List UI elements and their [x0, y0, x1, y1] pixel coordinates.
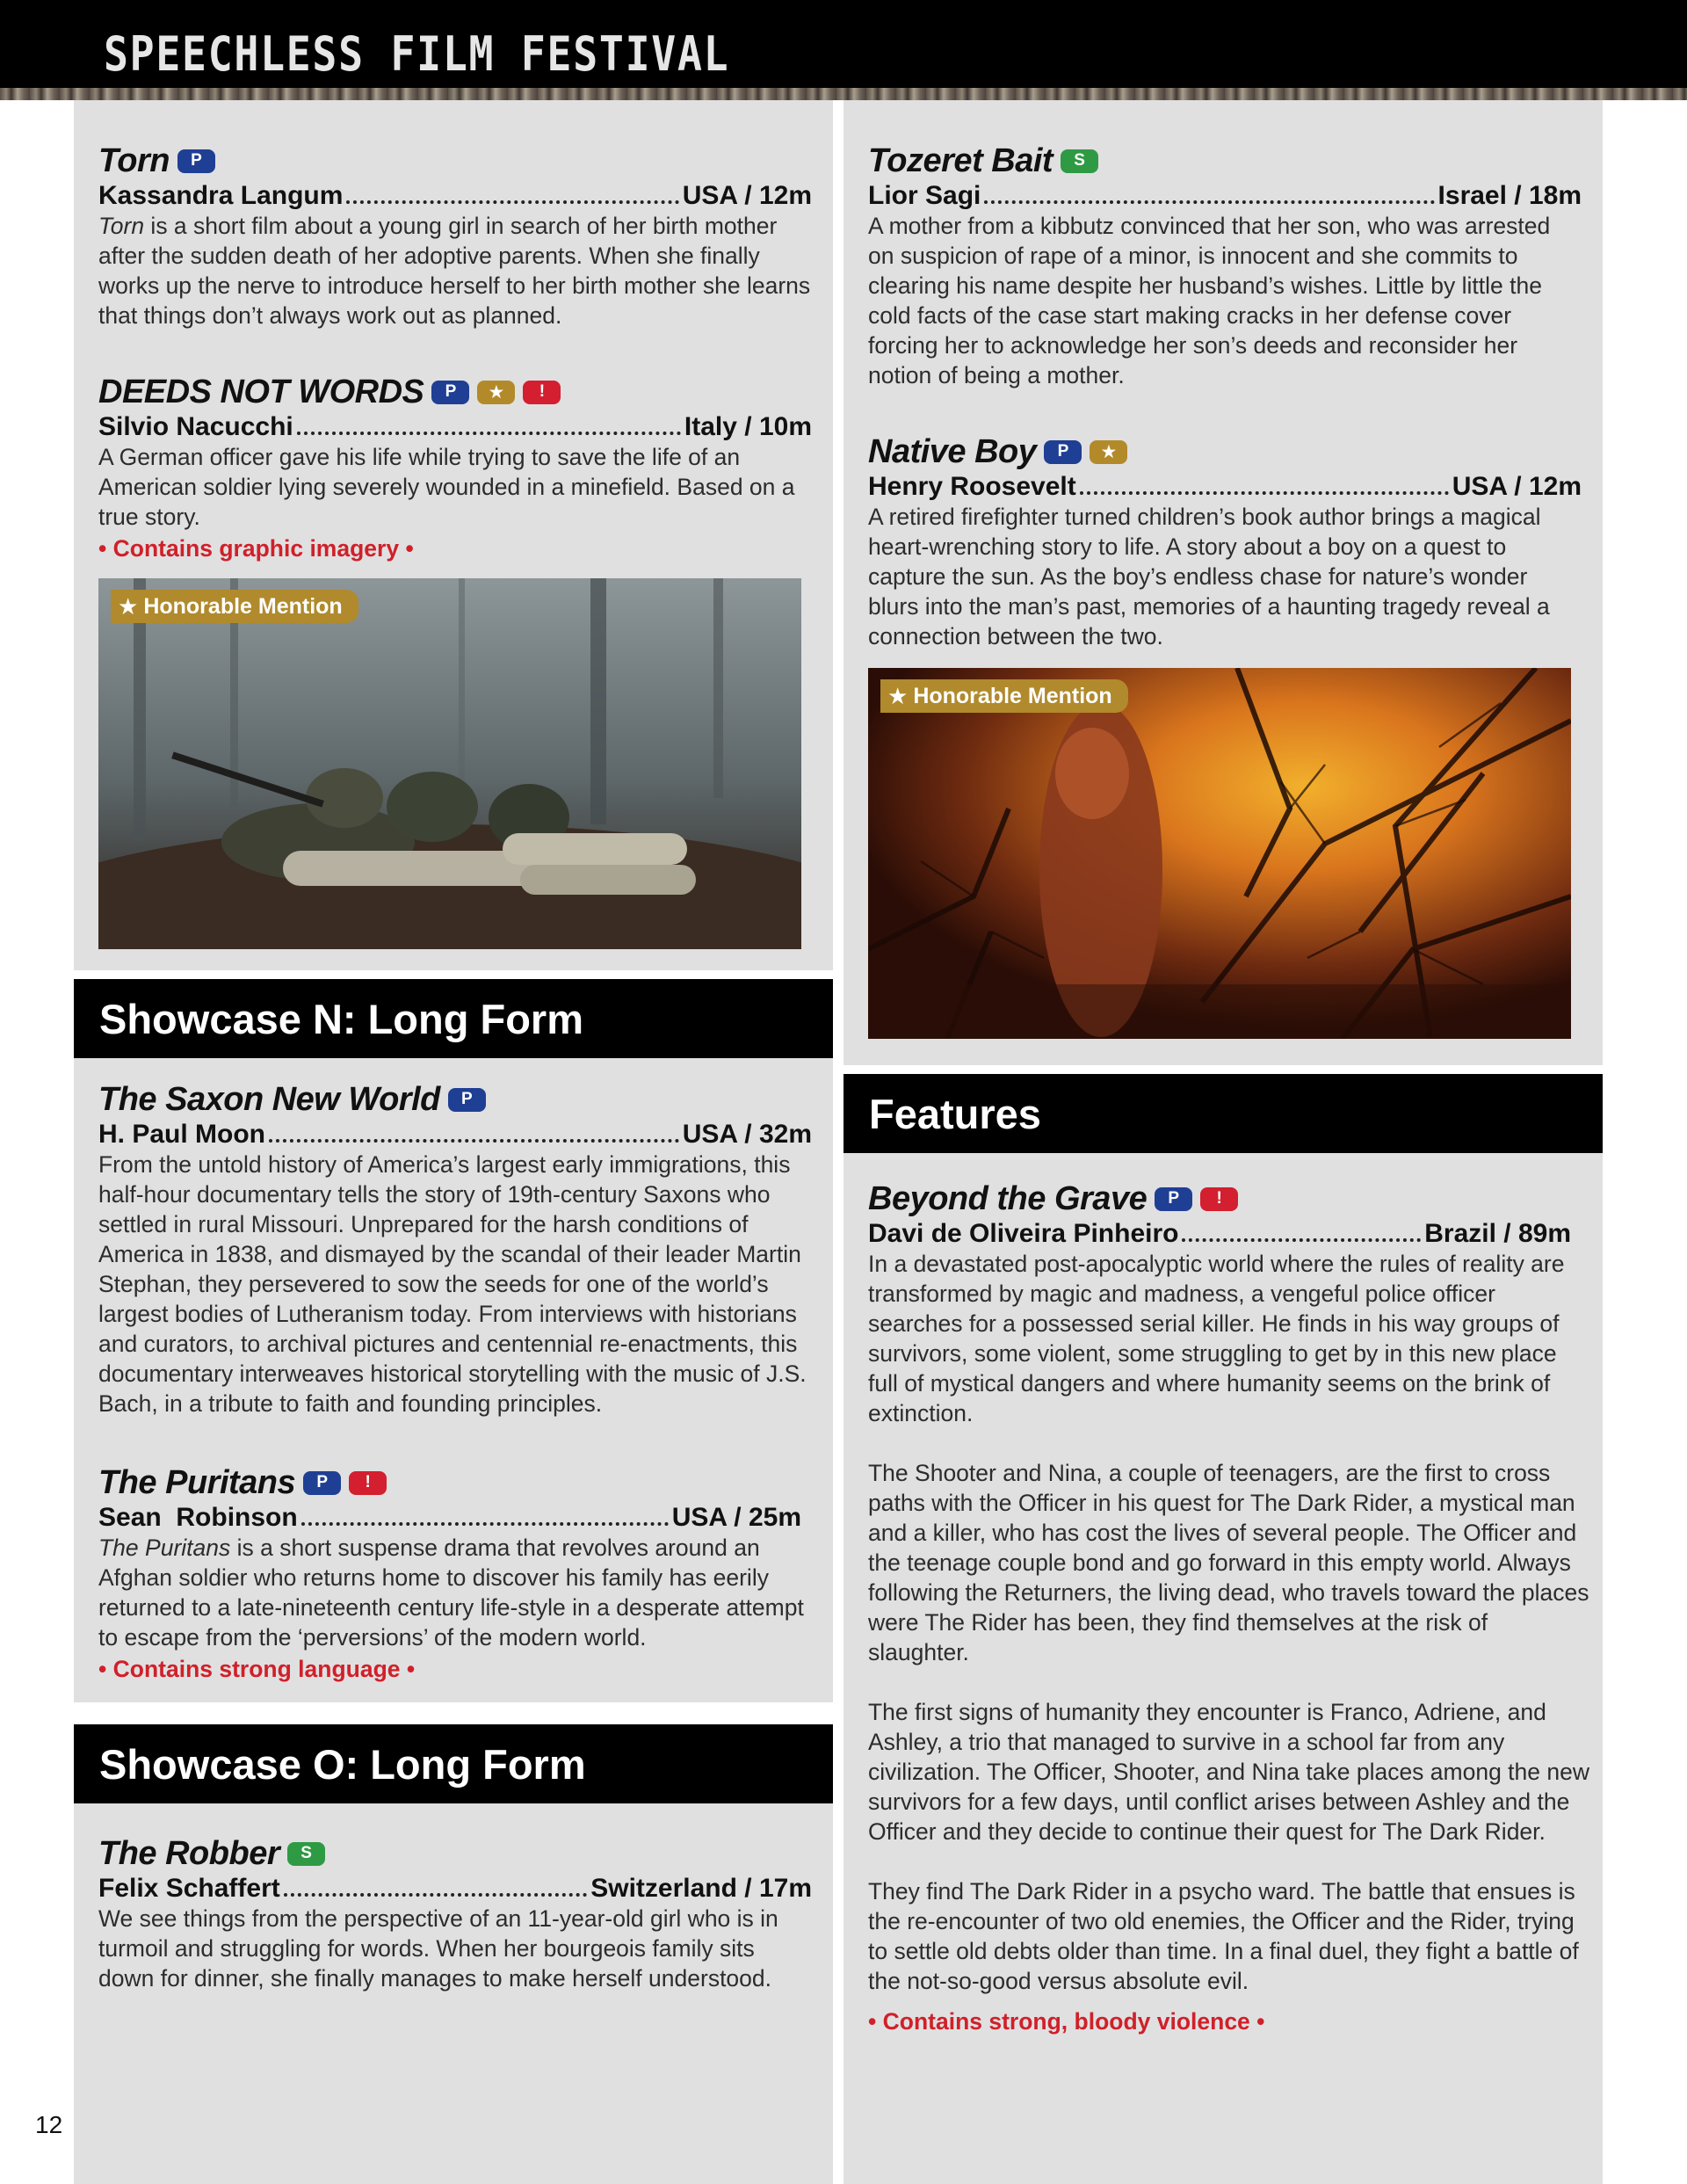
festival-title: SPEECHLESS FILM FESTIVAL [104, 26, 730, 82]
film-the-puritans [98, 1462, 821, 1684]
star-icon: ★ [118, 592, 139, 620]
honorable-mention-badge [880, 679, 1128, 713]
section-heading: Features [869, 1091, 1041, 1137]
country-runtime: Switzerland / 17m [590, 1874, 812, 1903]
film-description [98, 211, 812, 330]
dot-leader [346, 200, 678, 204]
film-description [98, 1533, 821, 1652]
description-text: is a short film about a young girl in search of her birth mother after the sudden death of her adoptive parents. When she finally works up the nerve to introduce herself to her birth mother she learns that things don’t always work out as planned. [98, 213, 811, 329]
film-title-row [868, 141, 1582, 181]
film-still-deeds-not-words [98, 578, 801, 949]
dot-leader [269, 1139, 679, 1143]
film-description: A mother from a kibbutz convinced that her son, who was arrested on suspicion of rape of a minor, is innocent and she commits to clearing his name despite her husband’s wishes. Little by little the cold facts of the case start making cracks in her defense cover forcing her to acknowledge her son’s deeds and reconsider her notion of being a mother. [868, 213, 1551, 388]
warning-icon: ! [1200, 1187, 1238, 1211]
premiere-badge: P [303, 1471, 341, 1495]
wood-texture-strip [0, 88, 1687, 100]
film-credit [98, 1120, 812, 1150]
film-credit [868, 1219, 1571, 1249]
star-icon: ★ [1090, 440, 1127, 464]
dot-leader [1182, 1238, 1421, 1242]
film-title: The Saxon New World [98, 1080, 440, 1118]
premiere-badge: P [177, 149, 215, 173]
dot-leader [284, 1893, 588, 1897]
film-title-row [98, 1462, 821, 1503]
star-icon: ★ [477, 381, 515, 404]
film-description-paragraph: The first signs of humanity they encounter is Franco, Adriene, and Ashley, a trio that managed to survive in a school far from any civilization. The Officer, Shooter, and Nina take places among the new survivors for a few days, until conflict arises between Ashley and the Officer and they decide to continue their quest for The Dark Rider. [868, 1699, 1589, 1845]
star-icon: ★ [887, 682, 909, 709]
premiere-badge: P [431, 381, 469, 404]
film-the-robber [98, 1833, 812, 1993]
dot-leader [301, 1522, 669, 1526]
film-title: Beyond the Grave [868, 1179, 1148, 1217]
film-title-inline: The Puritans [98, 1535, 231, 1561]
warning-icon: ! [523, 381, 561, 404]
film-description: A German officer gave his life while trying to save the life of an American soldier lying severely wounded in a minefield. Based on a true story. [98, 444, 795, 530]
film-beyond-the-grave [868, 1179, 1590, 2036]
director-name: Lior Sagi [868, 181, 981, 210]
section-heading: Showcase N: Long Form [99, 996, 583, 1042]
film-title-row [98, 141, 812, 181]
film-deeds-not-words [98, 372, 812, 563]
film-credit [868, 181, 1582, 211]
content-warning: • Contains strong, bloody violence • [868, 2008, 1265, 2035]
film-saxon-new-world [98, 1079, 812, 1419]
film-description: A retired firefighter turned children’s book author brings a magical heart-wrenching story to life. A story about a boy on a quest to capture the sun. As the boy’s endless chase for nature’s wonder blurs into the man’s past, memories of a haunting tragedy reveal a connection between the two. [868, 504, 1550, 649]
film-credit [98, 1874, 812, 1904]
page-number: 12 [35, 2111, 63, 2138]
director-name: H. Paul Moon [98, 1120, 265, 1149]
film-title-row [98, 1833, 812, 1874]
film-title: Native Boy [868, 432, 1037, 470]
film-title: The Robber [98, 1834, 280, 1872]
warning-icon: ! [349, 1471, 387, 1495]
student-badge: S [287, 1842, 325, 1866]
premiere-badge: P [448, 1088, 486, 1112]
director-name: Sean Robinson [98, 1503, 298, 1532]
masthead [0, 0, 1687, 90]
showcase-o-header [74, 1724, 833, 1803]
premiere-badge: P [1155, 1187, 1192, 1211]
film-title: Tozeret Bait [868, 141, 1053, 179]
director-name: Davi de Oliveira Pinheiro [868, 1219, 1179, 1248]
film-description-paragraph: They find The Dark Rider in a psycho ward. The battle that ensues is the re-encounter of two old enemies, the Officer and the Rider, trying to settle old debts older than time. In a final duel, they fight a battle of the not-so-good versus absolute evil. [868, 1878, 1579, 1994]
film-credit [98, 412, 812, 442]
dot-leader [297, 432, 681, 435]
film-title-row [98, 1079, 812, 1120]
dot-leader [1080, 491, 1449, 495]
features-header [844, 1074, 1603, 1153]
description-text: is a short suspense drama that revolves around an Afghan soldier who returns home to discover his family has eerily returned to a late-nineteenth century life-style in a desperate attempt to escape from the ‘perversions’ of the modern world. [98, 1535, 804, 1651]
country-runtime: Italy / 10m [684, 412, 812, 441]
film-description: From the untold history of America’s largest early immigrations, this half-hour documentary tells the story of 19th-century Saxons who settled in rural Missouri. Unprepared for the harsh conditions of America in 1838, and dismayed by the scandal of their leader Martin Stephan, they persevered to sow the seeds for one of the world’s largest bodies of Lutheranism today. From interviews with historians and curators, to archival pictures and centennial re-enactments, this documentary interweaves historical storytelling with the music of J.S. Bach, in a tribute to faith and founding principles. [98, 1151, 807, 1417]
country-runtime: USA / 32m [682, 1120, 812, 1149]
country-runtime: USA / 12m [1452, 472, 1582, 501]
honorable-mention-badge [111, 590, 358, 623]
film-description-paragraph: In a devastated post-apocalyptic world where the rules of reality are transformed by magic and madness, a vengeful police officer searches for a possessed serial killer. He finds in his way groups of survivors, some violent, some struggling to get by in this new place full of mystical dangers and where humanity seems on the brink of extinction. [868, 1251, 1565, 1426]
director-name: Kassandra Langum [98, 181, 344, 210]
director-name: Felix Schaffert [98, 1874, 280, 1903]
film-title: The Puritans [98, 1463, 296, 1501]
film-credit [98, 1503, 801, 1533]
honorable-mention-label: Honorable Mention [913, 683, 1112, 708]
film-title-row [868, 1179, 1590, 1219]
film-title-row [98, 372, 812, 412]
film-title-row [868, 432, 1582, 472]
film-still-native-boy [868, 668, 1571, 1039]
content-warning: • Contains graphic imagery • [98, 535, 414, 562]
director-name: Henry Roosevelt [868, 472, 1076, 501]
showcase-n-header [74, 979, 833, 1058]
content-warning: • Contains strong language • [98, 1656, 416, 1682]
film-description: We see things from the perspective of an 11-year-old girl who is in turmoil and struggling for words. When her bourgeois family sits down for dinner, she finally manages to make herself understood. [98, 1905, 778, 1992]
film-torn [98, 141, 812, 330]
film-title-inline: Torn [98, 213, 145, 239]
film-title: Torn [98, 141, 170, 179]
film-native-boy [868, 432, 1582, 651]
film-description-paragraph: The Shooter and Nina, a couple of teenagers, are the first to cross paths with the Officer in his quest for The Dark Rider, a mystical man and a killer, who has cost the lives of several people. The Officer and the teenage couple bond and go forward in this empty world. Always following the Returners, the living dead, who travels toward the places were The Rider has been, they find themselves at the risk of slaughter. [868, 1460, 1589, 1665]
country-runtime: Israel / 18m [1437, 181, 1582, 210]
film-tozeret-bait [868, 141, 1582, 390]
dot-leader [984, 200, 1434, 204]
country-runtime: Brazil / 89m [1424, 1219, 1571, 1248]
director-name: Silvio Nacucchi [98, 412, 293, 441]
film-credit [98, 181, 812, 211]
honorable-mention-label: Honorable Mention [143, 593, 343, 619]
section-heading: Showcase O: Long Form [99, 1741, 586, 1788]
premiere-badge: P [1044, 440, 1082, 464]
country-runtime: USA / 25m [671, 1503, 801, 1532]
film-title: DEEDS NOT WORDS [98, 373, 424, 410]
boy-sunset-photo [868, 668, 1571, 1039]
film-credit [868, 472, 1582, 502]
student-badge: S [1061, 149, 1098, 173]
soldiers-photo [98, 578, 801, 949]
country-runtime: USA / 12m [682, 181, 812, 210]
